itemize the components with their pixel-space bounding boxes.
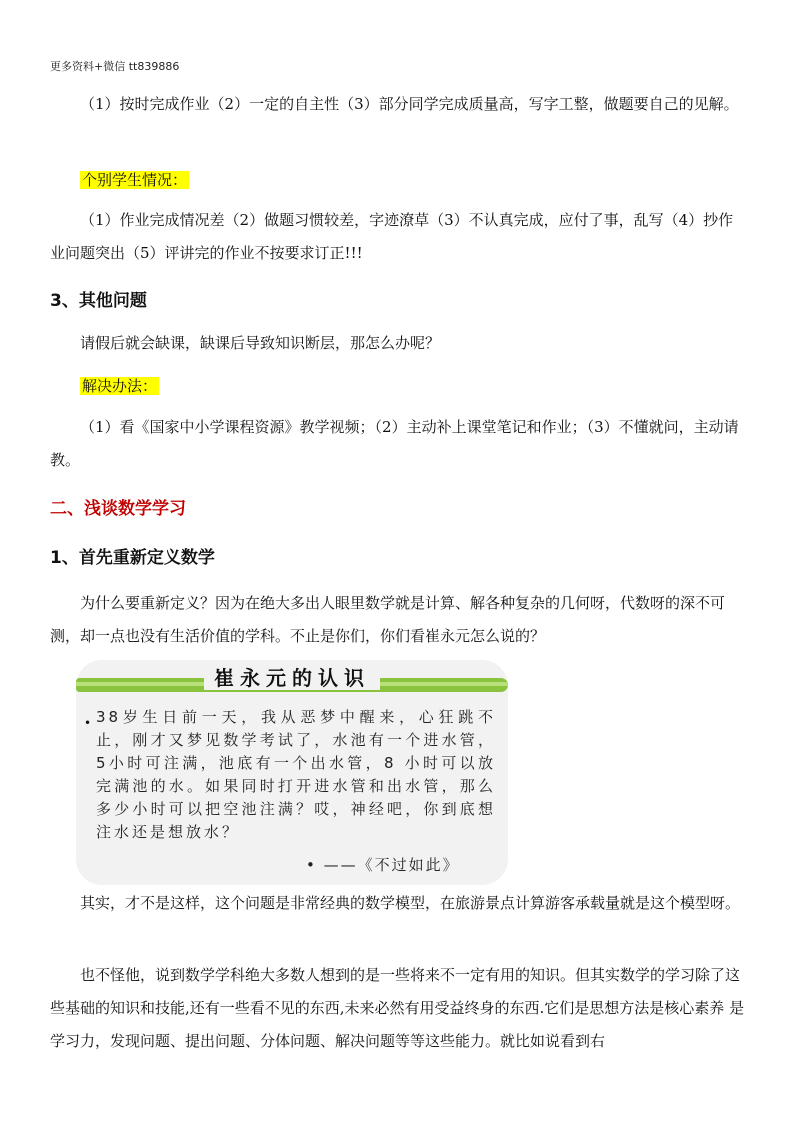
paragraph-math-value: 也不怪他，说到数学学科绝大多数人想到的是一些将来不一定有用的知识。但其实数学的学习除了这些基础的知识和技能,还有一些看不见的东西,未来必然有用受益终身的东西.它们是思想方法是核心素养 是学习力，发现问题、提出问题、分体问题、解决问题等等这些能力。就比如说看到右 <box>50 966 745 1050</box>
label-solution <box>80 376 159 396</box>
heading-redefine-math: 1、首先重新定义数学 <box>50 548 215 568</box>
bullet-icon: • <box>84 716 92 730</box>
paragraph-solution: （1）看《国家中小学课程资源》教学视频；（2）主动补上课堂笔记和作业；（3）不懂就问，主动请教。 <box>50 418 739 469</box>
section-heading-math-learning: 二、浅谈数学学习 <box>50 499 186 519</box>
card-title <box>76 662 508 691</box>
highlight-label: 解决办法： <box>82 377 158 395</box>
highlight-label: 个别学生情况： <box>82 171 188 189</box>
label-individual-students <box>80 170 189 190</box>
heading-other-issues: 3、其他问题 <box>50 291 147 311</box>
page-header: 更多资料+微信 tt839886 <box>50 60 180 73</box>
paragraph-good-work: （1）按时完成作业（2）一定的自主性（3）部分同学完成质量高，写字工整，做题要自己的见解。 <box>80 95 739 113</box>
card-quote-source: • ——《不过如此》 <box>306 856 460 874</box>
card-title-text: 崔永元的认识 <box>204 666 380 690</box>
card-quote-text: 38岁生日前一天，我从恶梦中醒来，心狂跳不止，刚才又梦见数学考试了，水池有一个进水管，5小时可注满，池底有一个出水管，8 小时可以放完满池的水。如果同时打开进水管和出水管，那么多少小时可以把空池注满？哎，神经吧，你到底想注水还是想放水？ <box>96 708 496 841</box>
quote-image-card <box>76 660 508 885</box>
paragraph-individual-issues: （1）作业完成情况差（2）做题习惯较差，字迹潦草（3）不认真完成，应付了事，乱写（4）抄作业问题突出（5）评讲完的作业不按要求订正!!! <box>50 211 734 262</box>
paragraph-absence: 请假后就会缺课，缺课后导致知识断层，那怎么办呢？ <box>80 334 441 352</box>
paragraph-why-redefine: 为什么要重新定义？因为在绝大多出人眼里数学就是计算、解各种复杂的几何呀，代数呀的深不可测，却一点也没有生活价值的学科。不止是你们，你们看崔永元怎么说的？ <box>50 594 726 645</box>
paragraph-classic-model: 其实，才不是这样，这个问题是非常经典的数学模型，在旅游景点计算游客承载量就是这个模型呀。 <box>80 894 741 912</box>
